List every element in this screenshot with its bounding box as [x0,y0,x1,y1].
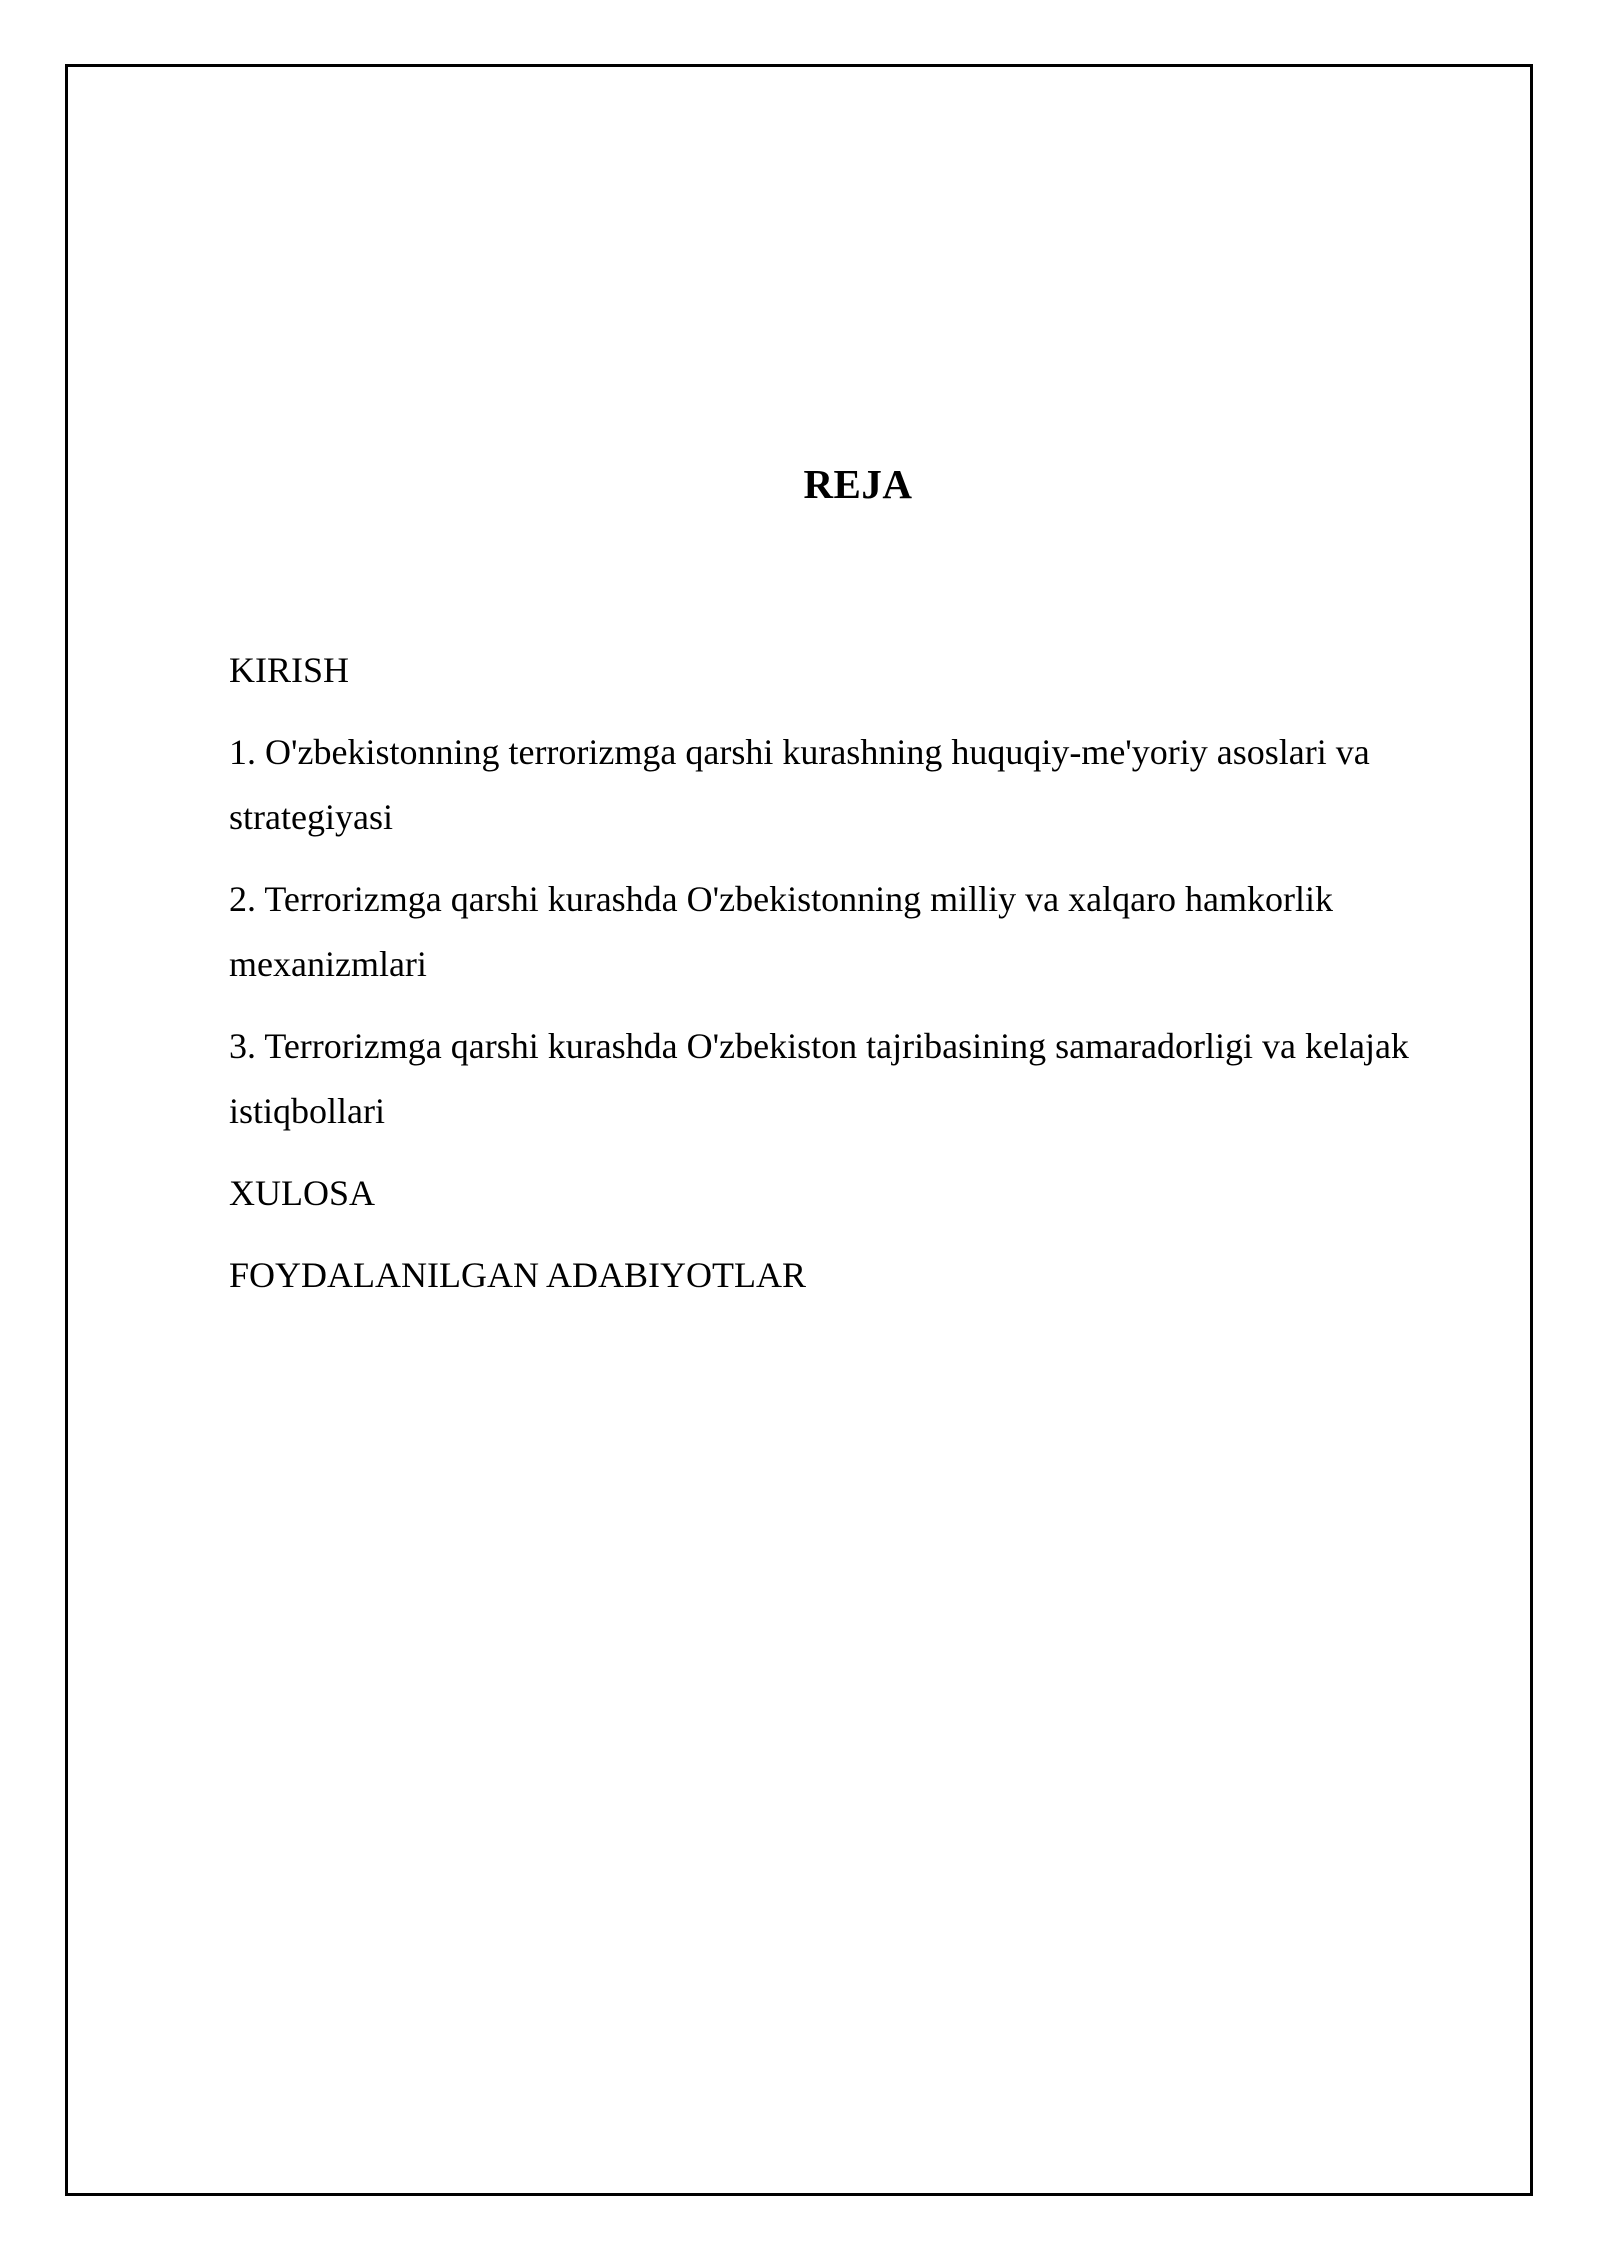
toc-item-introduction: KIRISH [229,650,350,690]
toc-item-chapter-1: 1. O'zbekistonning terrorizmga qarshi kurashning huquqiy-me'yoriy asoslari va strategiyasi [229,732,1370,837]
table-of-contents [229,638,1489,1325]
toc-item-references: FOYDALANILGAN ADABIYOTLAR [229,1255,806,1295]
toc-item-chapter-2: 2. Terrorizmga qarshi kurashda O'zbekistonning milliy va xalqaro hamkorlik mexanizmlari [229,879,1334,984]
page-title: REJA [803,461,913,507]
toc-item-conclusion: XULOSA [229,1173,376,1213]
toc-item-chapter-3: 3. Terrorizmga qarshi kurashda O'zbekiston tajribasining samaradorligi va kelajak istiqbollari [229,1026,1409,1131]
